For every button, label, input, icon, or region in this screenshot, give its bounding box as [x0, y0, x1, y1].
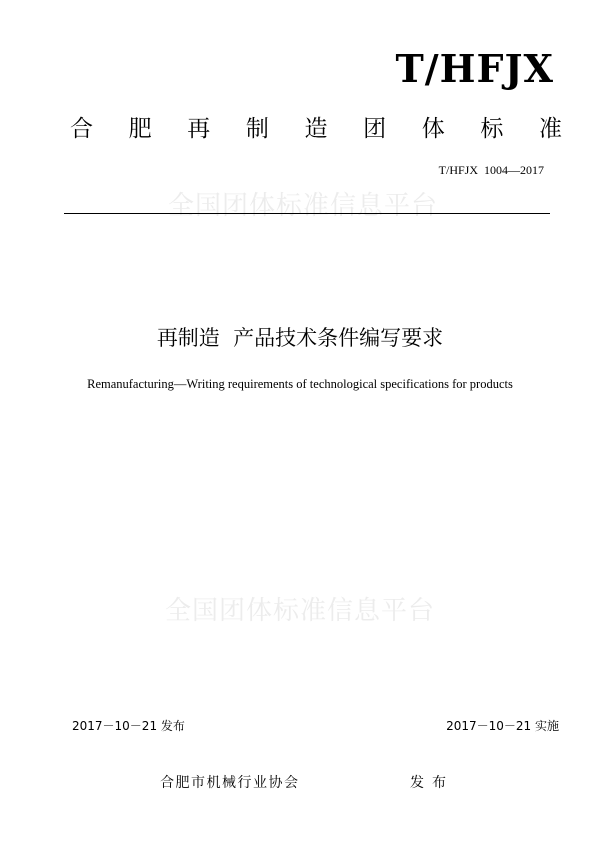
header-divider	[64, 213, 550, 214]
standard-type-char: 标	[480, 116, 504, 142]
standard-type-char: 团	[363, 116, 387, 142]
standard-type-char: 再	[187, 116, 211, 142]
standard-type-char: 制	[245, 116, 269, 142]
english-title: Remanufacturing—Writing requirements of technological specifications for products	[87, 377, 513, 391]
implementation-date: 2017－10－21 实施	[446, 719, 559, 733]
watermark-middle: 全国团体标准信息平台	[164, 596, 435, 626]
standard-type-char: 造	[304, 116, 328, 142]
standard-type-char: 肥	[128, 116, 152, 142]
standard-type-char: 合	[70, 116, 93, 142]
watermark-top: 全国团体标准信息平台	[167, 191, 438, 221]
standard-number: T/HFJX 1004—2017	[438, 163, 544, 177]
publisher-name: 合肥市机械行业协会	[160, 775, 300, 791]
standard-type-char: 体	[421, 116, 445, 142]
publish-label: 发布	[410, 775, 454, 791]
standard-type-char: 准	[539, 116, 562, 142]
standard-code: T/HFJX	[395, 46, 554, 91]
standard-type-heading	[70, 118, 562, 141]
chinese-title: 再制造 产品技术条件编写要求	[156, 326, 444, 350]
issue-date: 2017－10－21 发布	[72, 719, 185, 733]
